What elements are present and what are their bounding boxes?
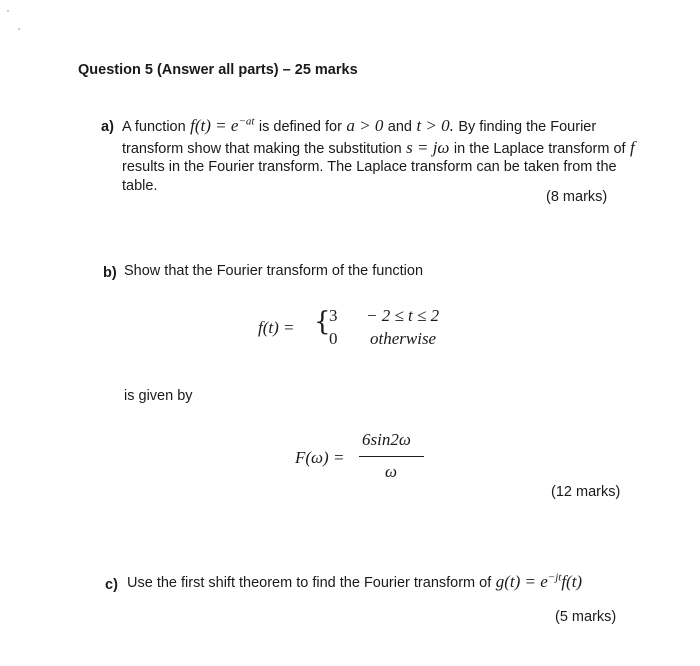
function-definition: $f(t) = e^{-at}$ <box>190 115 255 135</box>
case-1-value: 3 <box>329 306 338 325</box>
part-a-text: and <box>387 119 412 135</box>
part-a-text: in the Laplace transform of <box>453 141 626 157</box>
part-a-marks: (8 marks) <box>546 189 608 205</box>
function-symbol: f <box>630 138 635 157</box>
part-a-line-1 <box>122 116 596 136</box>
piecewise-lhs: f(t) = <box>258 318 295 337</box>
part-c-text: Use the first shift theorem to find the Fourier transform of <box>127 575 492 591</box>
question-title: Question 5 (Answer all parts) – 25 marks <box>78 62 358 78</box>
part-a-line-4: table. <box>122 178 158 194</box>
part-a-text: is defined for <box>258 119 342 135</box>
part-c-marks: (5 marks) <box>555 609 617 625</box>
part-a-line-3: results in the Fourier transform. The Laplace transform can be taken from the <box>122 159 617 175</box>
given-by-text: is given by <box>124 388 193 404</box>
piecewise-brace: { <box>314 307 331 337</box>
part-b-marks: (12 marks) <box>551 484 621 500</box>
part-a-text: transform show that making the substitution <box>122 141 402 157</box>
shifted-function: $g(t) = e^{-jt}f(t)$ <box>495 571 583 591</box>
case-2-condition: otherwise <box>370 329 437 348</box>
transform-lhs: F(ω) = <box>295 448 345 467</box>
case-2-value: 0 <box>329 329 338 348</box>
condition-t: t > 0. <box>416 116 454 135</box>
fraction-bar <box>359 456 424 457</box>
scan-speck <box>18 28 20 30</box>
part-b-label: b) <box>103 265 117 281</box>
part-c-line <box>127 572 582 592</box>
transform-denominator: ω <box>385 462 398 481</box>
transform-numerator: 6sin2ω <box>362 430 411 449</box>
case-1-condition: − 2 ≤ t ≤ 2 <box>366 306 440 325</box>
part-a-line-2 <box>122 138 635 158</box>
scan-speck <box>7 10 9 12</box>
part-a-label: a) <box>101 119 114 135</box>
part-c-label: c) <box>105 577 118 593</box>
part-b-intro: Show that the Fourier transform of the function <box>124 263 424 279</box>
condition-a: a > 0 <box>346 116 384 135</box>
part-a-text: By finding the Fourier <box>458 119 597 135</box>
substitution: s = jω <box>406 138 450 157</box>
part-a-text: A function <box>122 119 186 135</box>
